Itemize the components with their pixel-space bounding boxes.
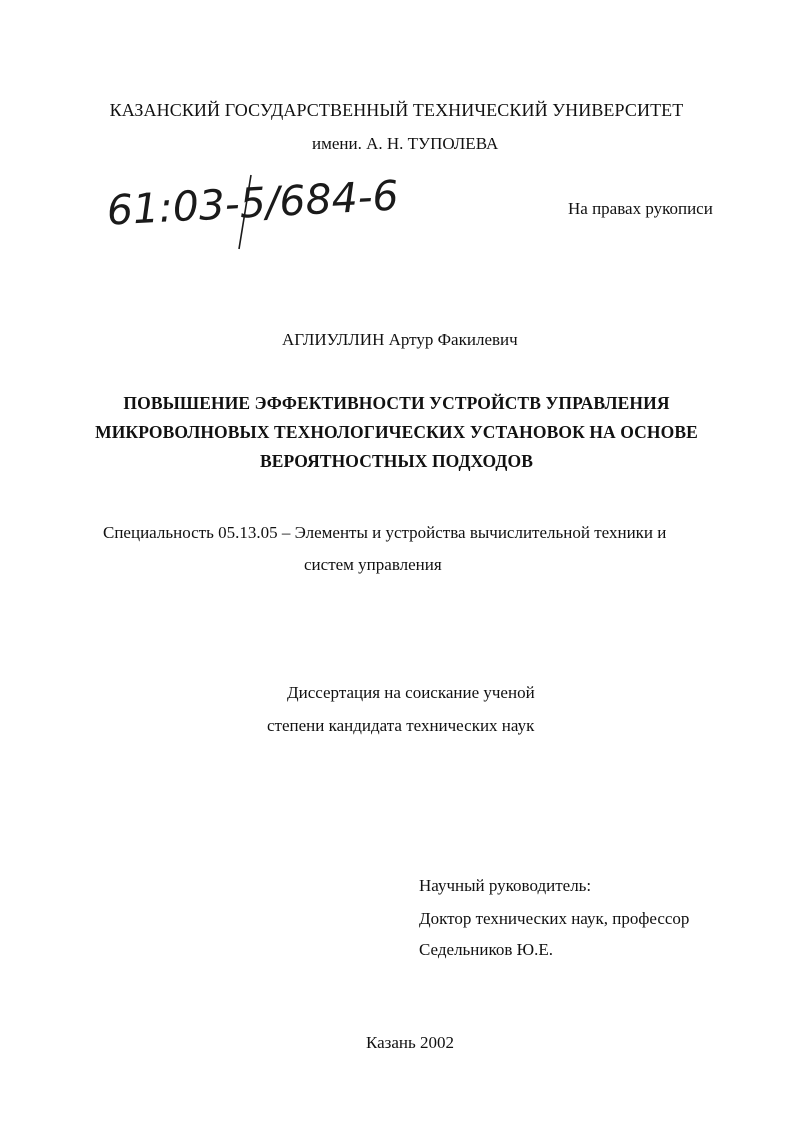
dissertation-type-line-1: Диссертация на соискание ученой bbox=[287, 683, 535, 702]
handwritten-archive-code bbox=[103, 165, 403, 255]
university-named-after: имени. А. Н. ТУПОЛЕВА bbox=[312, 134, 499, 153]
supervisor-degree: Доктор технических наук, профессор bbox=[419, 909, 690, 928]
supervisor-name: Седельников Ю.Е. bbox=[419, 940, 554, 959]
title-line-1: ПОВЫШЕНИЕ ЭФФЕКТИВНОСТИ УСТРОЙСТВ УПРАВЛЕНИЯ bbox=[123, 393, 670, 413]
title-line-2: МИКРОВОЛНОВЫХ ТЕХНОЛОГИЧЕСКИХ УСТАНОВОК НА ОСНОВЕ bbox=[95, 422, 698, 442]
dissertation-title bbox=[0, 389, 793, 476]
dissertation-type-line-2: степени кандидата технических наук bbox=[267, 716, 535, 735]
supervisor-label: Научный руководитель: bbox=[419, 876, 592, 895]
specialty-line-1: Специальность 05.13.05 – Элементы и устройства вычислительной техники и bbox=[103, 523, 667, 542]
specialty-line-2: систем управления bbox=[304, 555, 442, 574]
handwritten-code-graphic bbox=[103, 165, 403, 255]
university-name: КАЗАНСКИЙ ГОСУДАРСТВЕННЫЙ ТЕХНИЧЕСКИЙ УНИВЕРСИТЕТ bbox=[109, 100, 684, 120]
author-name: АГЛИУЛЛИН Артур Факилевич bbox=[282, 330, 518, 349]
title-line-3: ВЕРОЯТНОСТНЫХ ПОДХОДОВ bbox=[260, 451, 533, 471]
city-year: Казань 2002 bbox=[366, 1033, 455, 1052]
rights-note: На правах рукописи bbox=[568, 199, 713, 218]
handwritten-code-text: 61:03-5/684-6 bbox=[105, 171, 400, 235]
